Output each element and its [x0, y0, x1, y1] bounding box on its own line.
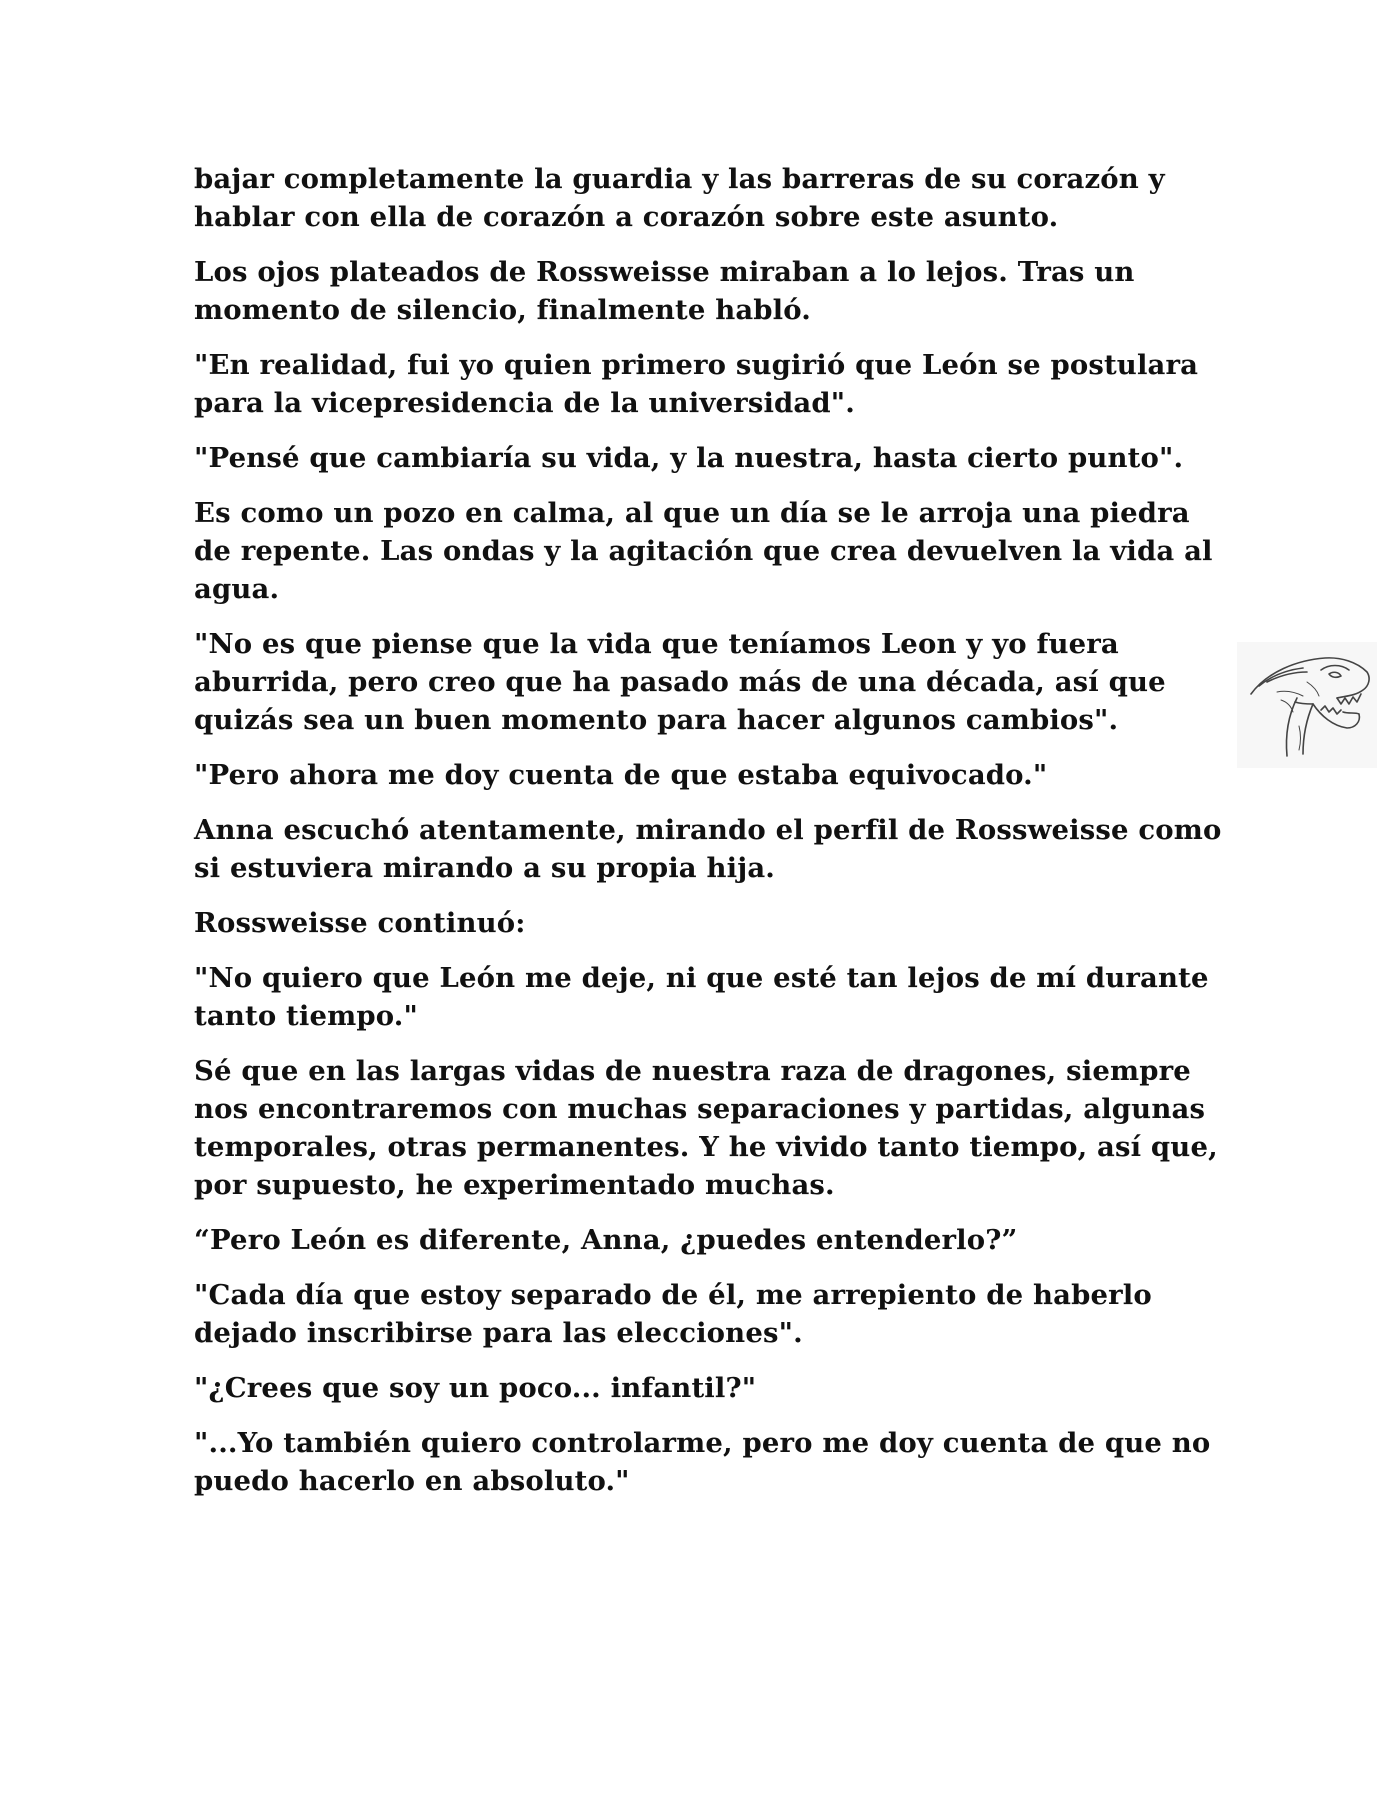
paragraph: Sé que en las largas vidas de nuestra raza de dragones, siempre nos encontraremos con muchas separaciones y partidas, algunas temporales, otras permanentes. Y he vivido tanto tiempo, así que, por supuesto, he experimentado muchas. — [194, 1055, 1218, 1201]
paragraph: “Pero León es diferente, Anna, ¿puedes entenderlo?” — [194, 1224, 1018, 1256]
paragraph: "¿Crees que soy un poco... infantil?" — [194, 1372, 757, 1404]
paragraph: "Pensé que cambiaría su vida, y la nuestra, hasta cierto punto". — [194, 442, 1184, 474]
paragraph: "Pero ahora me doy cuenta de que estaba equivocado." — [194, 759, 1048, 791]
document-body — [194, 160, 1224, 1517]
paragraph: bajar completamente la guardia y las barreras de su corazón y hablar con ella de corazón a corazón sobre este asunto. — [194, 163, 1165, 233]
paragraph: "En realidad, fui yo quien primero sugirió que León se postulara para la vicepresidencia de la universidad". — [194, 349, 1199, 419]
dinosaur-head-icon — [1237, 642, 1377, 768]
paragraph: Los ojos plateados de Rossweisse miraban a lo lejos. Tras un momento de silencio, finalmente habló. — [194, 256, 1135, 326]
paragraph: Rossweisse continuó: — [194, 907, 526, 939]
paragraph: Es como un pozo en calma, al que un día se le arroja una piedra de repente. Las ondas y la agitación que crea devuelven la vida al agua. — [194, 497, 1213, 605]
paragraph: Anna escuchó atentamente, mirando el perfil de Rossweisse como si estuviera mirando a su propia hija. — [194, 814, 1222, 884]
paragraph: "...Yo también quiero controlarme, pero me doy cuenta de que no puedo hacerlo en absoluto." — [194, 1427, 1211, 1497]
paragraph: "Cada día que estoy separado de él, me arrepiento de haberlo dejado inscribirse para las elecciones". — [194, 1279, 1152, 1349]
paragraph: "No es que piense que la vida que teníamos Leon y yo fuera aburrida, pero creo que ha pasado más de una década, así que quizás sea un buen momento para hacer algunos cambios". — [194, 628, 1166, 736]
paragraph: "No quiero que León me deje, ni que esté tan lejos de mí durante tanto tiempo." — [194, 962, 1209, 1032]
